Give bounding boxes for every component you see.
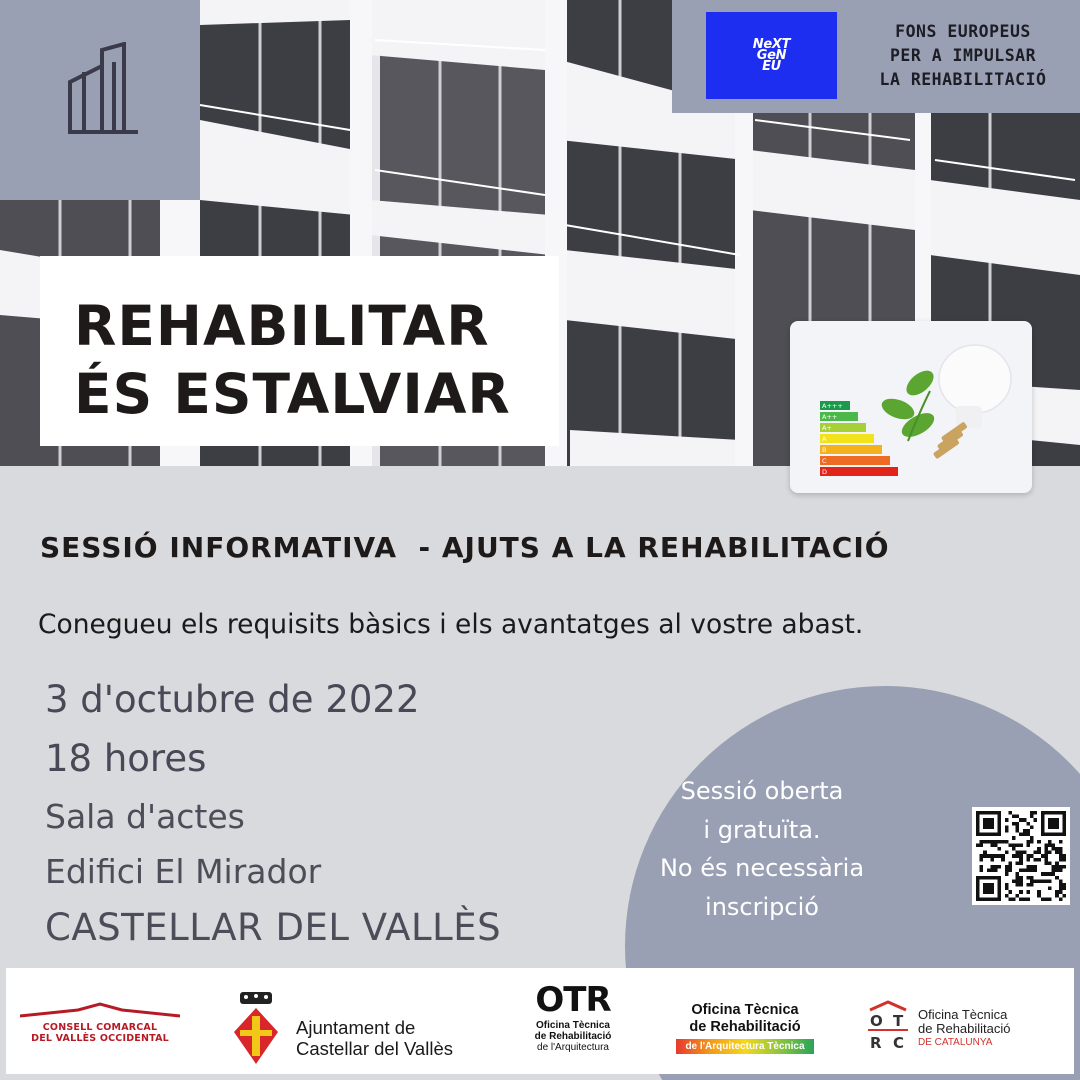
title-line-1: REHABILITAR (74, 294, 490, 358)
otr-logo-mark: OTR (535, 980, 611, 1020)
event-building: Edifici El Mirador (45, 852, 322, 891)
notice-line-1: Sessió oberta (680, 777, 844, 805)
otr-line-3: de l'Arquitectura (537, 1042, 609, 1053)
event-room: Sala d'actes (45, 797, 245, 836)
nextgen-eu-logo (706, 12, 837, 99)
orc-line-2: de Rehabilitació (918, 1021, 1011, 1036)
otr-logo-text (518, 1020, 628, 1053)
oficina-line-1: Oficina Tècnica (691, 1002, 799, 1018)
building-logo-box (0, 0, 200, 200)
title-line-2: ÉS ESTALVIAR (74, 362, 511, 426)
session-heading: SESSIÓ INFORMATIVA - AJUTS A LA REHABILITACIÓ (40, 531, 890, 564)
castellar-coat-of-arms-icon (232, 990, 280, 1066)
energy-label-6: D (822, 468, 828, 476)
notice-line-4: inscripció (705, 892, 819, 921)
energy-label-3: A (822, 435, 827, 443)
otrc-logo-icon (864, 1000, 912, 1056)
eu-funds-text (858, 20, 1068, 92)
orc-letter-r: R (870, 1034, 882, 1052)
session-subtitle: Conegueu els requisits bàsics i els avantatges al vostre abast. (38, 609, 864, 640)
energy-efficiency-image (790, 321, 1032, 493)
nextgen-line-1: NeXT (752, 37, 791, 52)
orc-logo-text (918, 1008, 1011, 1050)
footer-logos (6, 968, 1074, 1074)
eu-text-line-3: LA REHABILITACIÓ (879, 70, 1047, 89)
oficina-line-2: de Rehabilitació (689, 1019, 801, 1035)
otr-line-2: de Rehabilitació (534, 1031, 612, 1042)
consell-line-1: CONSELL COMARCAL (42, 1022, 158, 1033)
event-hours: 18 hores (45, 737, 207, 780)
orc-letter-c: C (893, 1034, 905, 1052)
notice-text (659, 772, 865, 926)
ajuntament-line-2: Castellar del Vallès (296, 1038, 453, 1059)
energy-label-1: A++ (822, 413, 838, 421)
orc-letter-t: T (893, 1012, 904, 1030)
ajuntament-line-1: Ajuntament de (296, 1017, 416, 1038)
oficina-tecnica-logo (670, 1002, 820, 1054)
eu-text-line-1: FONS EUROPEUS (895, 22, 1031, 41)
energy-label-2: A+ (822, 424, 832, 432)
nextgen-line-2: GeN (756, 48, 787, 63)
qr-code[interactable] (972, 807, 1070, 905)
orc-letter-o: O (870, 1012, 883, 1030)
notice-line-3: No és necessària (659, 854, 865, 882)
otr-logo (518, 980, 628, 1053)
buildings-icon (66, 42, 138, 134)
eu-funds-banner (672, 0, 1080, 113)
title-box (40, 256, 559, 446)
orc-line-3: DE CATALUNYA (918, 1037, 993, 1048)
eu-text-line-2: PER A IMPULSAR (889, 46, 1037, 65)
qr-code-image (976, 811, 1066, 901)
event-town: CASTELLAR DEL VALLÈS (45, 906, 502, 949)
energy-label-0: A+++ (822, 402, 843, 410)
notice-line-2: i gratuïta. (703, 815, 821, 844)
nextgen-line-3: EU (762, 59, 781, 74)
consell-comarcal-logo (18, 1002, 182, 1044)
energy-label-4: B (822, 446, 827, 454)
consell-roof-icon (18, 1002, 182, 1018)
oficina-color-bar: de l'Arquitectura Tècnica (676, 1039, 814, 1054)
ajuntament-logo-text (296, 1017, 453, 1059)
otr-line-1: Oficina Tècnica (536, 1020, 610, 1031)
consell-line-2: DEL VALLÈS OCCIDENTAL (31, 1033, 169, 1044)
orc-line-1: Oficina Tècnica (918, 1007, 1008, 1022)
energy-bulb-illustration (790, 321, 1032, 493)
event-date: 3 d'octubre de 2022 (45, 678, 420, 721)
energy-label-5: C (822, 457, 827, 465)
